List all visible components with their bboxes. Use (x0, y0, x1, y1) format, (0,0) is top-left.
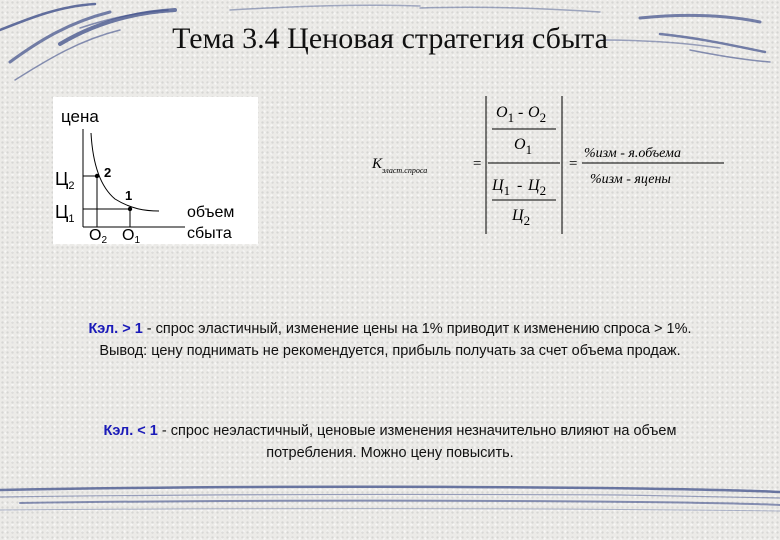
inelastic-paragraph (20, 420, 760, 464)
inelastic-key: Кэл. < 1 (103, 423, 158, 439)
den-den: $Ц_2$ (512, 207, 531, 228)
elastic-line-1 (20, 318, 760, 340)
k-symbol: $К_{эласт.спроса}$ (372, 156, 428, 175)
den-top-a: $Ц_1$ (492, 177, 511, 198)
elasticity-formula (368, 90, 728, 240)
volume-left-label: О2 (89, 227, 108, 244)
point-2-label: 2 (104, 165, 112, 180)
demand-chart (53, 97, 258, 244)
point-1-marker (128, 207, 132, 211)
elastic-body-line1: - спрос эластичный, изменение цены на 1% приводит к изменению спроса > 1%. (142, 321, 692, 337)
y-axis-label: цена (61, 107, 99, 126)
bottom-ribbon (0, 487, 780, 511)
num-top-b: $О_2$ (528, 104, 547, 125)
point-1-label: 1 (125, 188, 133, 203)
ratio-bottom: %изм - яцены (590, 172, 671, 187)
inelastic-body-line1: - спрос неэластичный, ценовые изменения незначительно влияют на объем (157, 423, 677, 439)
point-2-marker (95, 174, 99, 178)
volume-right-label: О1 (122, 227, 141, 244)
num-top-a: $О_1$ (496, 104, 515, 125)
inelastic-line-1 (20, 420, 760, 442)
price-high-label: $Ц_2$ (55, 169, 75, 192)
eq1-sign: = (472, 156, 483, 172)
elastic-body-line2: Вывод: цену поднимать не рекомендуется, прибыль получать за счет объема продаж. (99, 343, 681, 359)
den-minus: - (517, 177, 523, 194)
elastic-paragraph (20, 318, 760, 362)
num-den: $О_1$ (514, 136, 533, 157)
ratio-top: %изм - я.объема (584, 146, 681, 161)
eq2-sign: = (568, 156, 579, 172)
price-low-label: $Ц_1$ (55, 202, 75, 225)
x-axis-label-line2: сбыта (187, 225, 232, 242)
x-axis-label-line1: объем (187, 204, 235, 221)
demand-chart-svg (53, 97, 258, 244)
num-minus: - (518, 104, 524, 121)
den-top-b: $Ц_2$ (528, 177, 547, 198)
inelastic-body-line2: потребления. Можно цену повысить. (266, 445, 514, 461)
slide-title: Тема 3.4 Ценовая стратегия сбыта (172, 22, 608, 55)
elastic-key: Кэл. > 1 (88, 321, 143, 337)
